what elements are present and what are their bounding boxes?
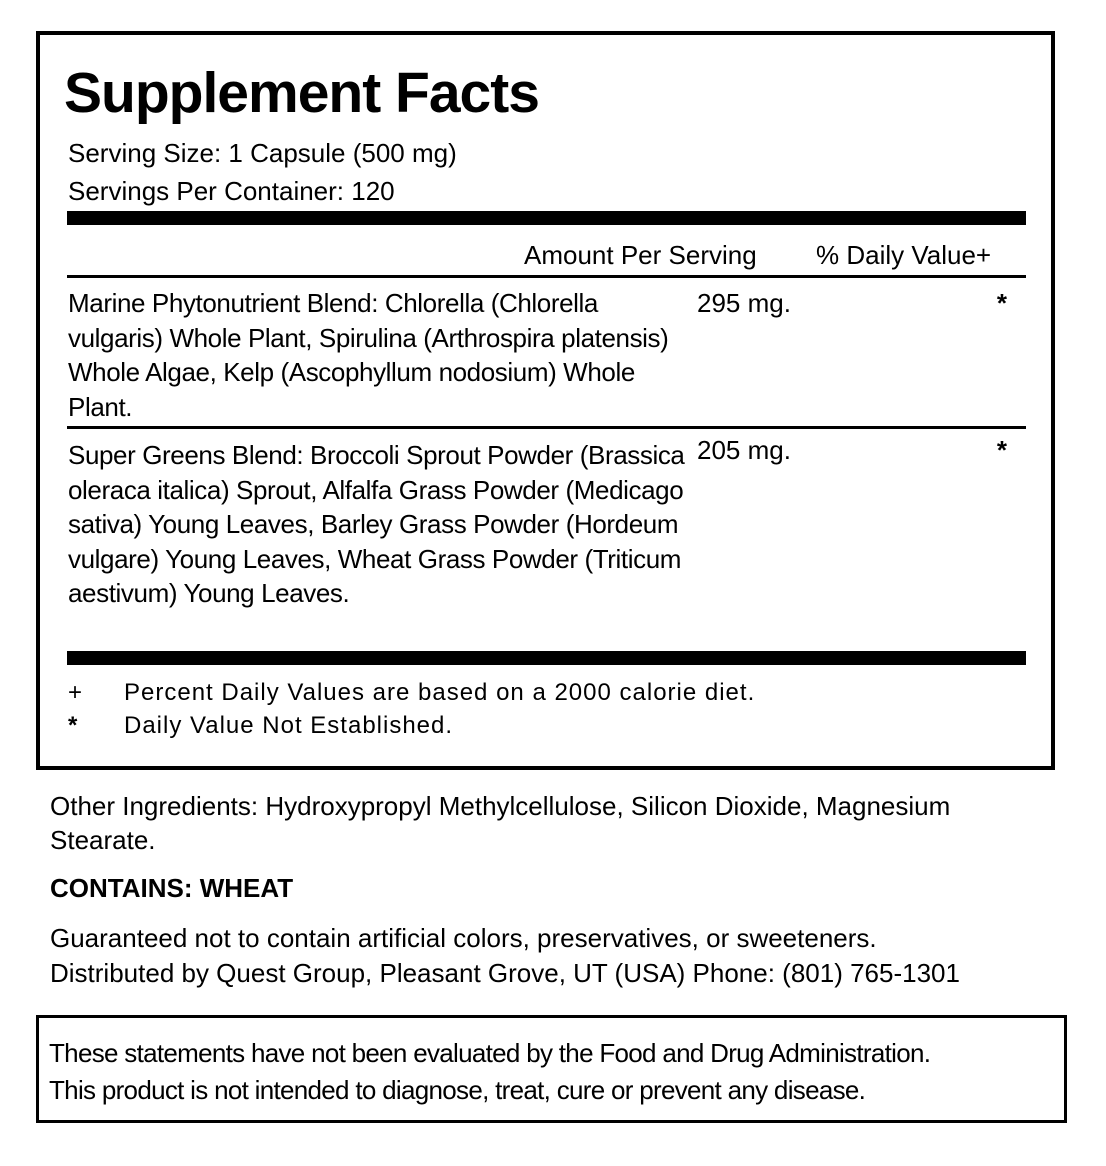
footnote-symbol: * [68, 712, 78, 739]
ingredient-name: Marine Phytonutrient Blend: Chlorella (Chlorella vulgaris) Whole Plant, Spirulina (Arthrospira platensis) Whole Algae, Kelp (Ascophyllum nodosium) Whole Plant. [68, 288, 669, 422]
serving-size: Serving Size: 1 Capsule (500 mg) [68, 138, 457, 168]
distributor-info: Distributed by Quest Group, Pleasant Grove, UT (USA) Phone: (801) 765-1301 [50, 958, 960, 988]
ingredient-daily-value: * [996, 435, 1007, 465]
daily-value-header: % Daily Value+ [816, 240, 992, 270]
thick-divider [67, 211, 1026, 225]
footnote-daily-values [68, 678, 755, 708]
supplement-facts-panel [36, 31, 1055, 770]
footnote-not-established [68, 711, 453, 741]
disclaimer-line: This product is not intended to diagnose, treat, cure or prevent any disease. [49, 1075, 866, 1105]
footnote-text: Daily Value Not Established. [124, 712, 454, 739]
panel-title: Supplement Facts [64, 61, 539, 125]
ingredient-name: Super Greens Blend: Broccoli Sprout Powder (Brassica oleraca italica) Sprout, Alfalfa Grass Powder (Medicago sativa) Young Leaves, Barley Grass Powder (Hordeum vulgare) Young Leaves, Wheat Grass Powder (Triticum aestivum) Young Leaves. [68, 440, 685, 608]
disclaimer-line: These statements have not been evaluated by the Food and Drug Administration. [49, 1038, 931, 1068]
footnote-symbol: + [68, 679, 83, 706]
ingredient-daily-value: * [996, 288, 1007, 318]
other-ingredients: Other Ingredients: Hydroxypropyl Methylcellulose, Silicon Dioxide, Magnesium Stearate. [50, 791, 951, 855]
allergen-statement: CONTAINS: WHEAT [50, 873, 294, 903]
guarantee-statement: Guaranteed not to contain artificial colors, preservatives, or sweeteners. [50, 923, 877, 953]
footnote-text: Percent Daily Values are based on a 2000 calorie diet. [124, 679, 756, 706]
servings-per-container: Servings Per Container: 120 [68, 176, 395, 206]
thin-divider [67, 275, 1026, 278]
ingredient-amount: 205 mg. [697, 435, 791, 465]
ingredient-amount: 295 mg. [697, 288, 791, 318]
thin-divider [67, 426, 1026, 429]
fda-disclaimer [36, 1015, 1067, 1123]
amount-per-serving-header: Amount Per Serving [524, 240, 757, 270]
thick-divider [67, 651, 1026, 665]
